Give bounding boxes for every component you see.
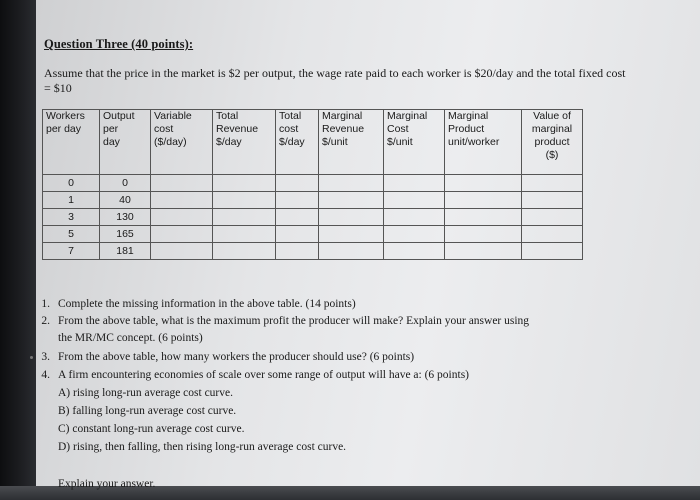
table-cell: [522, 226, 583, 243]
header-line: Total: [279, 110, 302, 122]
question-number: 3.: [41, 351, 50, 363]
table-row: [43, 175, 583, 192]
table-row: [43, 209, 583, 226]
table-cell: [384, 209, 445, 226]
table-cell: 40: [100, 192, 151, 209]
header-line: ($/day): [154, 136, 187, 148]
table-cell: 5: [43, 226, 100, 243]
header-total-revenue: [213, 110, 276, 175]
table-cell: [522, 209, 583, 226]
table-cell: [384, 175, 445, 192]
header-line: Marginal: [322, 110, 363, 122]
answer-option-a: A) rising long-run average cost curve.: [58, 387, 233, 399]
table-cell: [151, 226, 213, 243]
question-text: the MR/MC concept. (6 points): [58, 332, 203, 344]
table-cell: [445, 243, 522, 260]
table-cell: 0: [100, 175, 151, 192]
table-cell: 181: [100, 243, 151, 260]
table-cell: [319, 175, 384, 192]
table-cell: [213, 226, 276, 243]
header-line: day: [103, 136, 120, 148]
header-output: [100, 110, 151, 175]
table-cell: 7: [43, 243, 100, 260]
question-heading: Question Three (40 points):: [44, 37, 194, 51]
header-workers: [43, 110, 100, 175]
question-text: Complete the missing information in the above table. (14 points): [58, 298, 356, 310]
question-number: 4.: [41, 369, 50, 381]
table-cell: [151, 209, 213, 226]
table-cell: [213, 192, 276, 209]
table-cell: [522, 243, 583, 260]
header-marginal-product: [445, 110, 522, 175]
table-cell: [445, 192, 522, 209]
answer-option-b: B) falling long-run average cost curve.: [58, 405, 237, 417]
monitor-bezel: [0, 0, 36, 500]
table-row: [43, 226, 583, 243]
table-cell: [384, 243, 445, 260]
header-line: Total: [216, 110, 239, 122]
header-line: Revenue: [322, 123, 365, 135]
header-value-marginal-product: [522, 110, 583, 175]
header-line: Variable: [154, 110, 192, 122]
table-row: [43, 243, 583, 260]
header-line: $/day: [216, 136, 242, 148]
table-cell: [151, 243, 213, 260]
header-variable-cost: [151, 110, 213, 175]
table-cell: [319, 226, 384, 243]
header-line: Marginal: [448, 110, 489, 122]
table-cell: [445, 175, 522, 192]
document-page: [36, 0, 700, 490]
table-cell: [213, 243, 276, 260]
header-line: unit/worker: [448, 136, 500, 148]
table-cell: [319, 243, 384, 260]
table-cell: [213, 209, 276, 226]
table-cell: [384, 226, 445, 243]
table-cell: [276, 192, 319, 209]
header-line: Product: [448, 123, 485, 135]
header-line: Value of: [533, 110, 571, 122]
header-line: marginal: [531, 123, 573, 135]
header-line: $/unit: [387, 136, 413, 148]
table-cell: [319, 209, 384, 226]
table-cell: [384, 192, 445, 209]
production-table: [42, 109, 583, 260]
table-cell: [319, 192, 384, 209]
header-marginal-cost: [384, 110, 445, 175]
table-cell: [522, 175, 583, 192]
table-cell: 0: [43, 175, 100, 192]
question-text: A firm encountering economies of scale over some range of output will have a: (6 points): [58, 369, 470, 381]
header-line: ($): [545, 149, 559, 161]
question-number: 1.: [41, 298, 50, 310]
header-line: $/unit: [322, 136, 348, 148]
header-line: Cost: [387, 123, 409, 135]
table-cell: [276, 175, 319, 192]
header-line: product: [534, 136, 570, 148]
explain-instruction: Explain your answer.: [58, 478, 156, 490]
table-cell: [151, 192, 213, 209]
table-header-row: [43, 110, 583, 175]
table-cell: [276, 209, 319, 226]
table-cell: 165: [100, 226, 151, 243]
table-cell: 3: [43, 209, 100, 226]
margin-mark: [30, 356, 33, 359]
table-cell: [522, 192, 583, 209]
header-total-cost: [276, 110, 319, 175]
header-line: cost: [279, 123, 299, 135]
table-cell: [445, 209, 522, 226]
table-cell: [151, 175, 213, 192]
header-marginal-revenue: [319, 110, 384, 175]
header-line: per day: [46, 123, 82, 135]
header-line: Marginal: [387, 110, 428, 122]
table-cell: [276, 243, 319, 260]
table-row: [43, 192, 583, 209]
header-line: cost: [154, 123, 174, 135]
table-body: [43, 175, 583, 260]
answer-option-c: C) constant long-run average cost curve.: [58, 423, 245, 435]
header-line: Revenue: [216, 123, 259, 135]
table-cell: [276, 226, 319, 243]
question-text: From the above table, how many workers the producer should use? (6 points): [58, 351, 415, 363]
question-number: 2.: [41, 315, 50, 327]
header-line: Output: [103, 110, 135, 122]
table-cell: 1: [43, 192, 100, 209]
intro-paragraph: Assume that the price in the market is $2 per output, the wage rate paid to each worker is $20/day and the total fixed cost = $10: [44, 66, 626, 95]
table-cell: 130: [100, 209, 151, 226]
header-line: per: [103, 123, 119, 135]
table-cell: [445, 226, 522, 243]
header-line: Workers: [46, 110, 85, 122]
answer-option-d: D) rising, then falling, then rising long-run average cost curve.: [58, 441, 347, 453]
question-text: From the above table, what is the maximum profit the producer will make? Explain your answer using: [58, 315, 530, 327]
header-line: $/day: [279, 136, 305, 148]
table-cell: [213, 175, 276, 192]
